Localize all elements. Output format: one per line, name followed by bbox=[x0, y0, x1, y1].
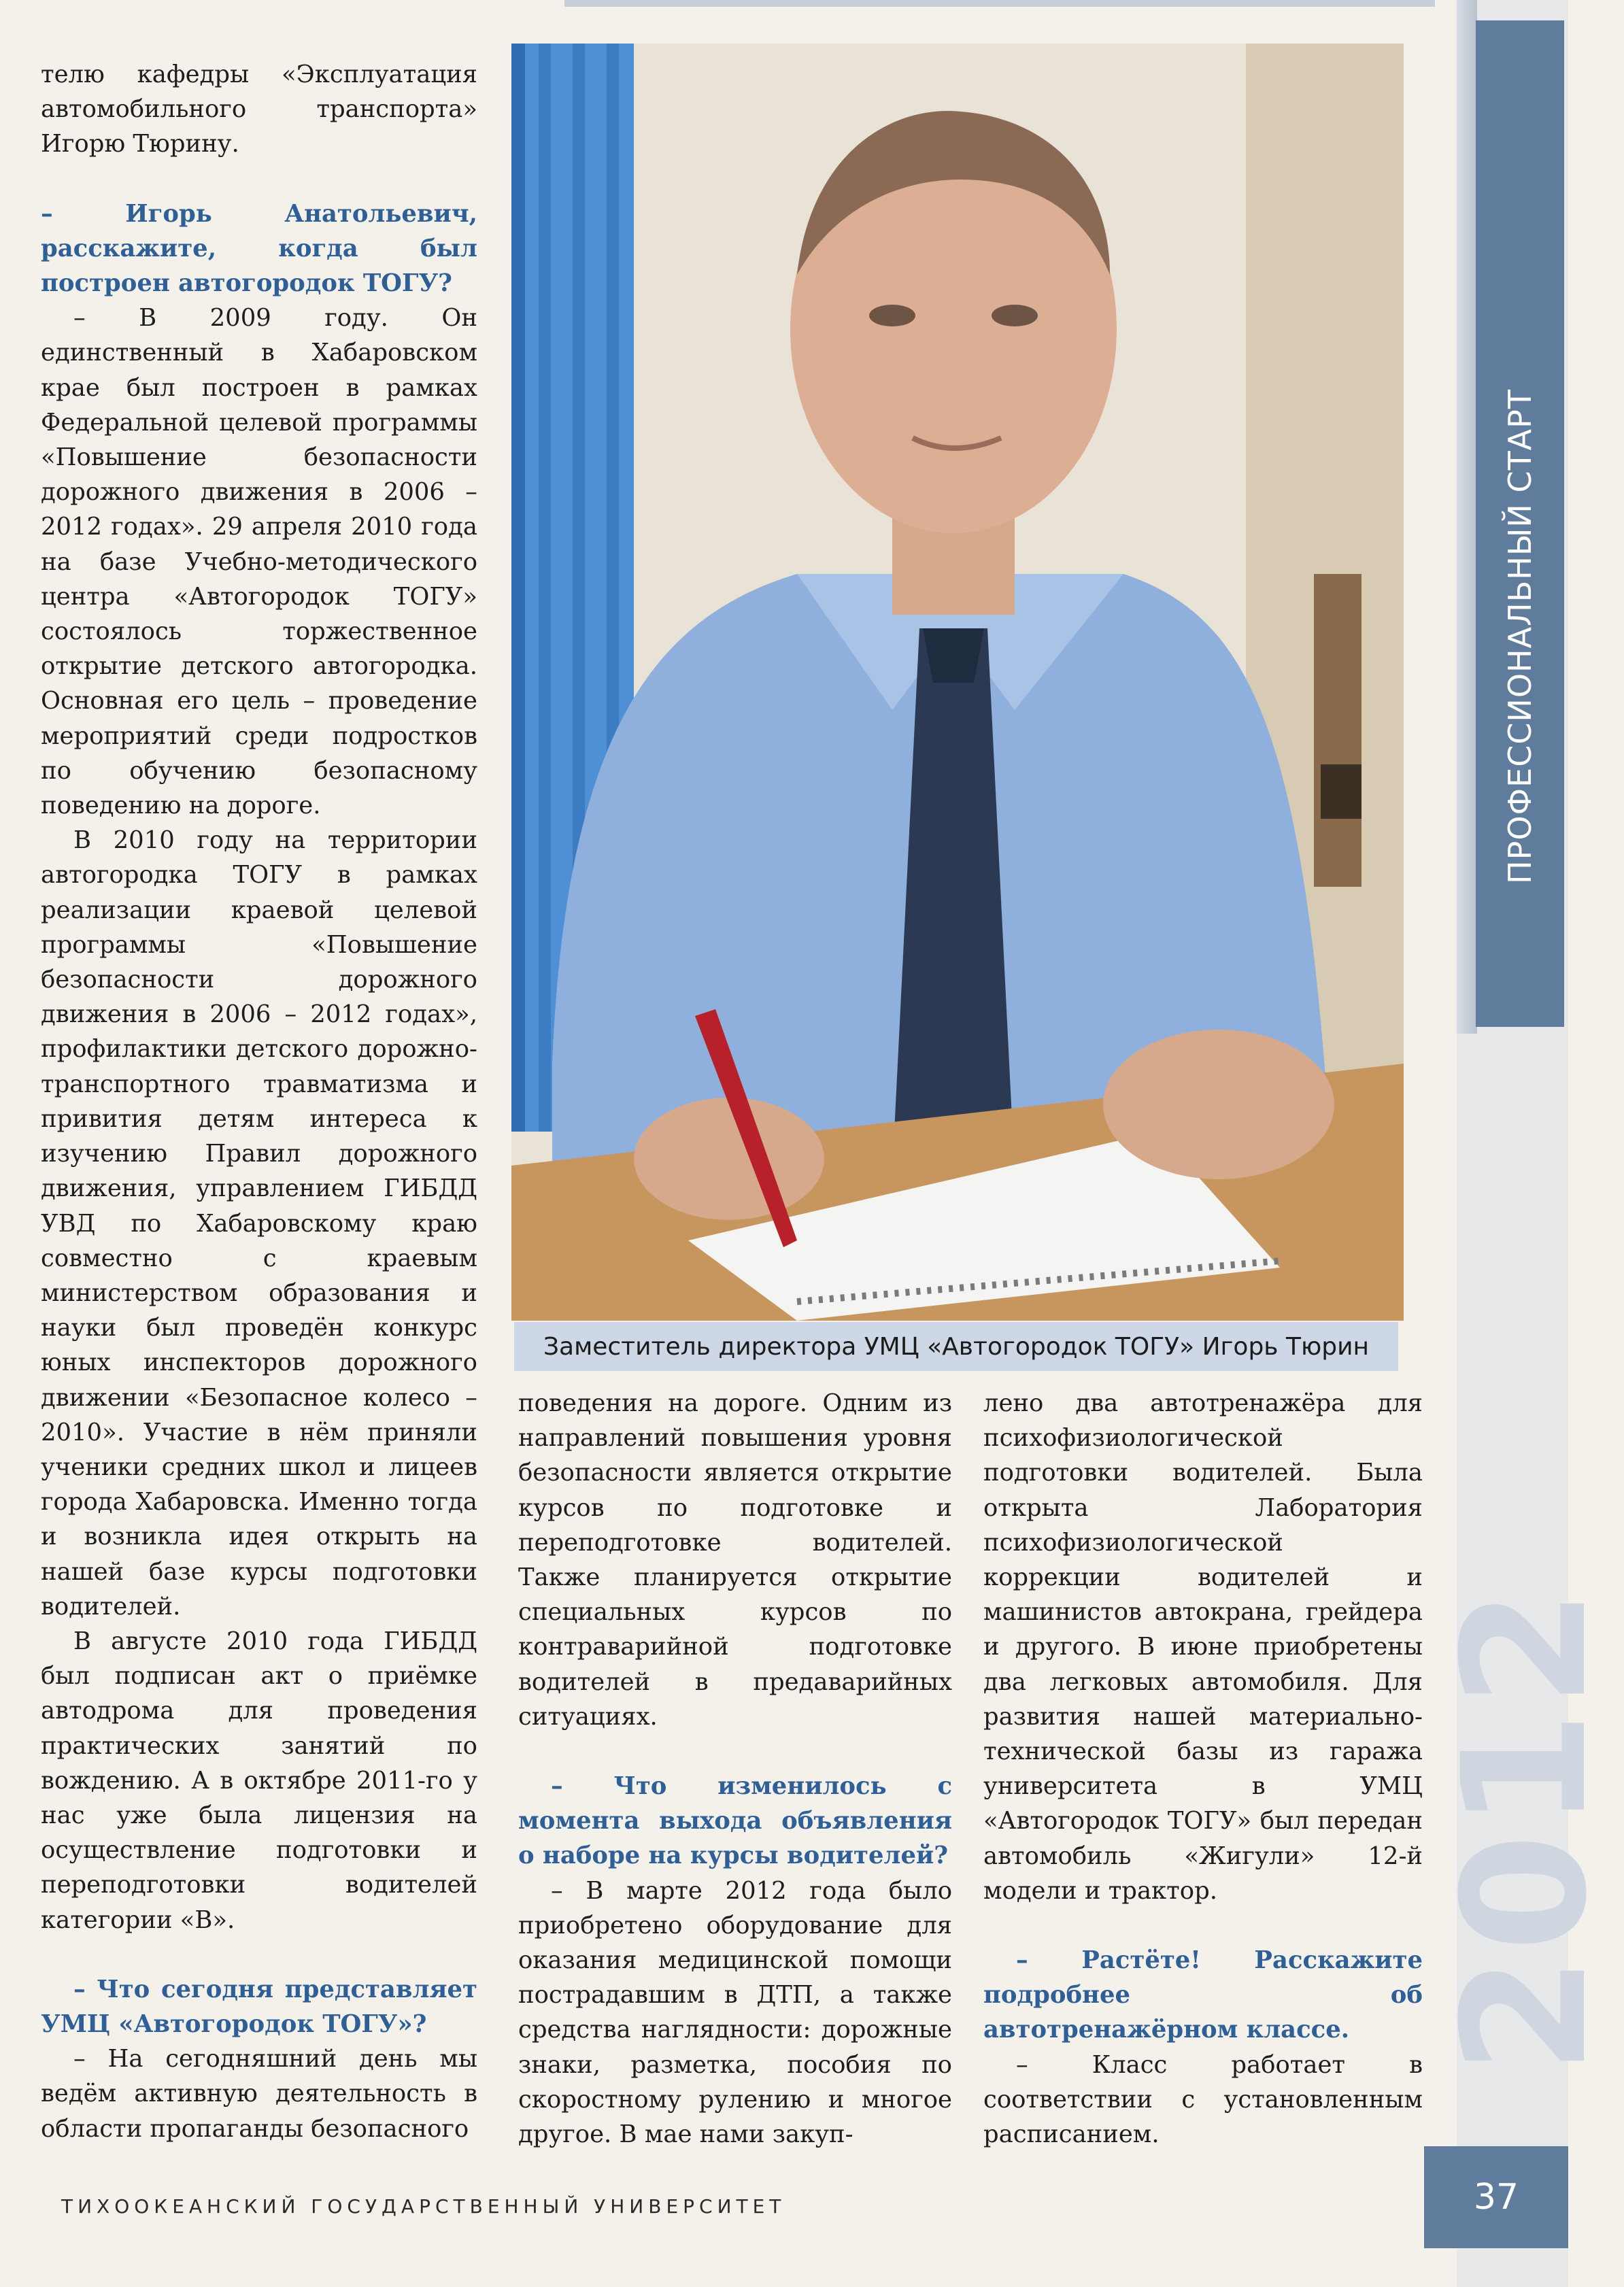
footer-university: ТИХООКЕАНСКИЙ ГОСУДАРСТВЕННЫЙ УНИВЕРСИТЕТ bbox=[61, 2195, 786, 2218]
page-number: 37 bbox=[1473, 2177, 1519, 2218]
paragraph: В 2010 году на территории автогородка ТОГУ в рамках реализации краевой целевой программы «Повышение безопасности дорожного движения в 2006 – 2012 годах», профилактики детского дорожно-транспортного травматизма и привития детям интереса к изучению Правил дорожного движения, управлением ГИБДД УВД по Хабаровскому краю совместно с краевым министерством образования и науки был проведён конкурс юных инспекторов дорожного движении «Безопасное колесо – 2010». Участие в нём приняли ученики средних школ и лицеев города Хабаровска. Именно тогда и возникла идея открыть на нашей базе курсы подготовки водителей. bbox=[41, 826, 477, 1621]
page-number-box bbox=[1424, 2146, 1568, 2248]
side-rail bbox=[1457, 0, 1477, 1034]
paragraph: телю кафедры «Эксплуатация автомобильного транспорта» Игорю Тюрину. bbox=[41, 61, 477, 158]
interview-question: – Что сегодня представляет УМЦ «Автогородок ТОГУ»? bbox=[41, 1975, 477, 2038]
paragraph: – В 2009 году. Он единственный в Хабаровском крае был построен в рамках Федеральной целевой программы «Повышение безопасности дорожного движения в 2006 – 2012 годах». 29 апреля 2010 года на базе Учебно-методического центра «Автогородок ТОГУ» состоялось торжественное открытие детского автогородка. Основная его цель – проведение мероприятий среди подростков по обучению безопасному поведению на дороге. bbox=[41, 304, 477, 820]
section-label: ПРОФЕССИОНАЛЬНЫЙ СТАРТ bbox=[1502, 389, 1538, 884]
text-column-3 bbox=[983, 1386, 1423, 2152]
paragraph: – Класс работает в соответствии с установленным расписанием. bbox=[983, 2050, 1423, 2149]
text-column-2 bbox=[518, 1386, 952, 2152]
portrait-illustration bbox=[511, 44, 1404, 1321]
portrait-photo bbox=[511, 44, 1404, 1321]
paragraph: – На сегодняшний день мы ведём активную деятельность в области пропаганды безопасного bbox=[41, 2045, 477, 2143]
paragraph: поведения на дороге. Одним из направлений повышения уровня безопасности является открытие курсов по подготовке и переподготовке водителей. Также планируется открытие специальных курсов по контраварийной подготовке водителей в предаварийных ситуациях. bbox=[518, 1389, 952, 1731]
interview-question: – Игорь Анатольевич, расскажите, когда был построен автогородок ТОГУ? bbox=[41, 199, 477, 298]
paragraph: – В марте 2012 года было приобретено оборудование для оказания медицинской помощи пострадавшим в ДТП, а также средства наглядности: дорожные знаки, разметка, пособия по скоростному рулению и многое другое. В мае нами закуп- bbox=[518, 1876, 952, 2149]
paragraph: лено два автотренажёра для психофизиологической подготовки водителей. Была открыта Лаборатория психофизиологической коррекции водителей и машинистов автокрана, грейдера и другого. В июне приобретены два легковых автомобиля. Для развития нашей материально-технической базы из гаража университета в УМЦ «Автогородок ТОГУ» был передан автомобиль «Жигули» 12-й модели и трактор. bbox=[983, 1389, 1423, 1905]
paragraph: В августе 2010 года ГИБДД был подписан акт о приёмке автодрома для проведения практических занятий по вождению. А в октябре 2011-го у нас уже была лицензия на осуществление подготовки и переподготовки водителей категории «В». bbox=[41, 1627, 477, 1934]
interview-question: – Растёте! Расскажите подробнее об автотренажёрном классе. bbox=[983, 1946, 1423, 2044]
photo-caption: Заместитель директора УМЦ «Автогородок ТОГУ» Игорь Тюрин bbox=[543, 1332, 1370, 1361]
text-column-1 bbox=[41, 57, 477, 2146]
year-watermark: 2012 bbox=[1426, 1585, 1624, 2074]
top-decorative-strip bbox=[564, 0, 1435, 7]
interview-question: – Что изменилось с момента выхода объявления о наборе на курсы водителей? bbox=[518, 1772, 952, 1870]
photo-caption-bar bbox=[514, 1322, 1398, 1371]
